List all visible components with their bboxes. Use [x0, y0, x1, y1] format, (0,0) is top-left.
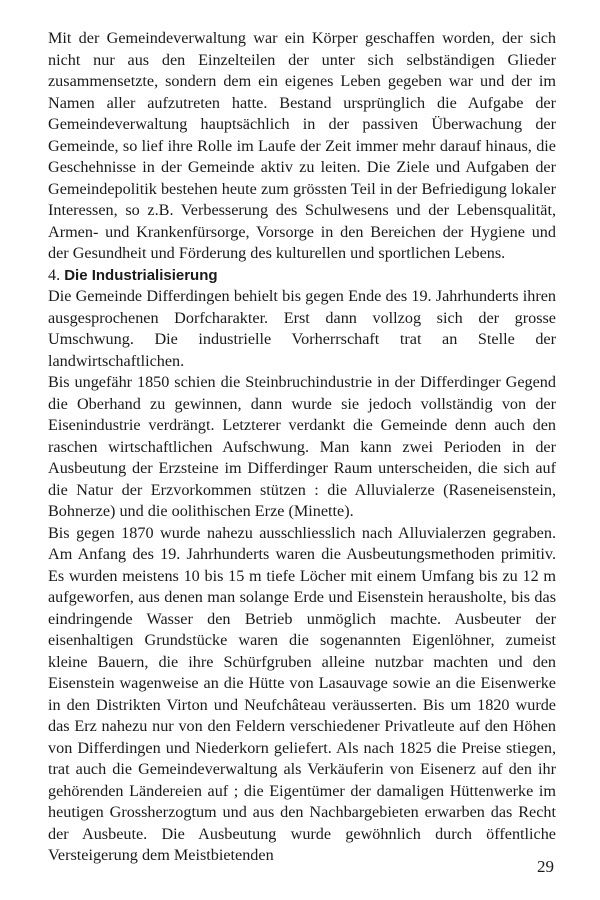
document-page — [48, 28, 556, 867]
body-paragraph-3: Bis gegen 1870 wurde nahezu ausschliesslich nach Alluvialerzen gegraben. Am Anfang des 19. Jahrhunderts waren die Ausbeutungsmethoden primitiv. Es wurden meistens 10 bis 15 m tiefe Löcher mit einem Umfang bis zu 12 m aufgeworfen, aus denen man solange Erde und Eisenstein herausholte, bis das eindringende Wasser den Betrieb unmöglich machte. Ausbeuter der eisenhaltigen Grundstücke waren die sogenannten Eigenlöhner, zumeist kleine Bauern, die ihre Schürfgruben alleine nutzbar machten und den Eisenstein wagenweise an die Hütte von Lasauvage sowie an die Eisenwerke in den Distrikten Virton und Neufchâteau veräusserten. Bis um 1820 wurde das Erz nahezu nur von den Feldern verschiedener Privatleute auf den Höhen von Differdingen und Niederkorn geliefert. Als nach 1825 die Preise stiegen, trat auch die Gemeindeverwaltung als Verkäuferin von Eisenerz auf den ihr gehörenden Ländereien auf ; die Eigentümer der damaligen Hüttenwerke im heutigen Grossherzogtum und aus den Nachbargebieten erwarben das Recht der Ausbeute. Die Ausbeutung wurde gewöhnlich durch öffentliche Versteigerung dem Meistbietenden — [48, 523, 556, 864]
section-number: 4. — [48, 265, 61, 284]
section-title: Die Industrialisierung — [64, 266, 218, 284]
intro-paragraph: Mit der Gemeindeverwaltung war ein Körper geschaffen worden, der sich nicht nur aus den Einzelteilen der unter sich selbständigen Glieder zusammensetzte, sondern dem ein eigenes Leben gegeben war und der im Namen aller aufzutreten hatte. Bestand ursprünglich die Aufgabe der Gemeindeverwaltung hauptsächlich in der passiven Überwachung der Gemeinde, so lief ihre Rolle im Laufe der Zeit immer mehr darauf hinaus, die Geschehnisse in der Gemeinde aktiv zu leiten. Die Ziele und Aufgaben der Gemeindepolitik bestehen heute zum grössten Teil in der Befriedigung lokaler Interessen, so z.B. Verbesserung des Schulwesens und der Lebensqualität, Armen- und Krankenfürsorge, Vorsorge in den Bereichen der Hygiene und der Gesundheit und Förderung des kulturellen und sportlichen Lebens. — [48, 29, 556, 262]
body-paragraph-1: Die Gemeinde Differdingen behielt bis gegen Ende des 19. Jahrhunderts ihren ausgesprochenen Dorfcharakter. Erst dann vollzog sich der grosse Umschwung. Die industrielle Vorherrschaft trat an Stelle der landwirtschaftlichen. — [48, 287, 556, 370]
page-number: 29 — [537, 857, 554, 876]
body-paragraph-2: Bis ungefähr 1850 schien die Steinbruchindustrie in der Differdinger Gegend die Oberhand zu gewinnen, dann wurde sie jedoch vollständig von der Eisenindustrie verdrängt. Letzterer verdankt die Gemeinde denn auch den raschen wirtschaftlichen Aufschwung. Man kann zwei Perioden in der Ausbeutung der Erzsteine im Differdinger Raum unterscheiden, die sich auf die Natur der Erzvorkommen stützen : die Alluvialerze (Raseneisenstein, Bohnerze) und die oolithischen Erze (Minette). — [48, 373, 556, 520]
section-heading — [48, 265, 556, 287]
